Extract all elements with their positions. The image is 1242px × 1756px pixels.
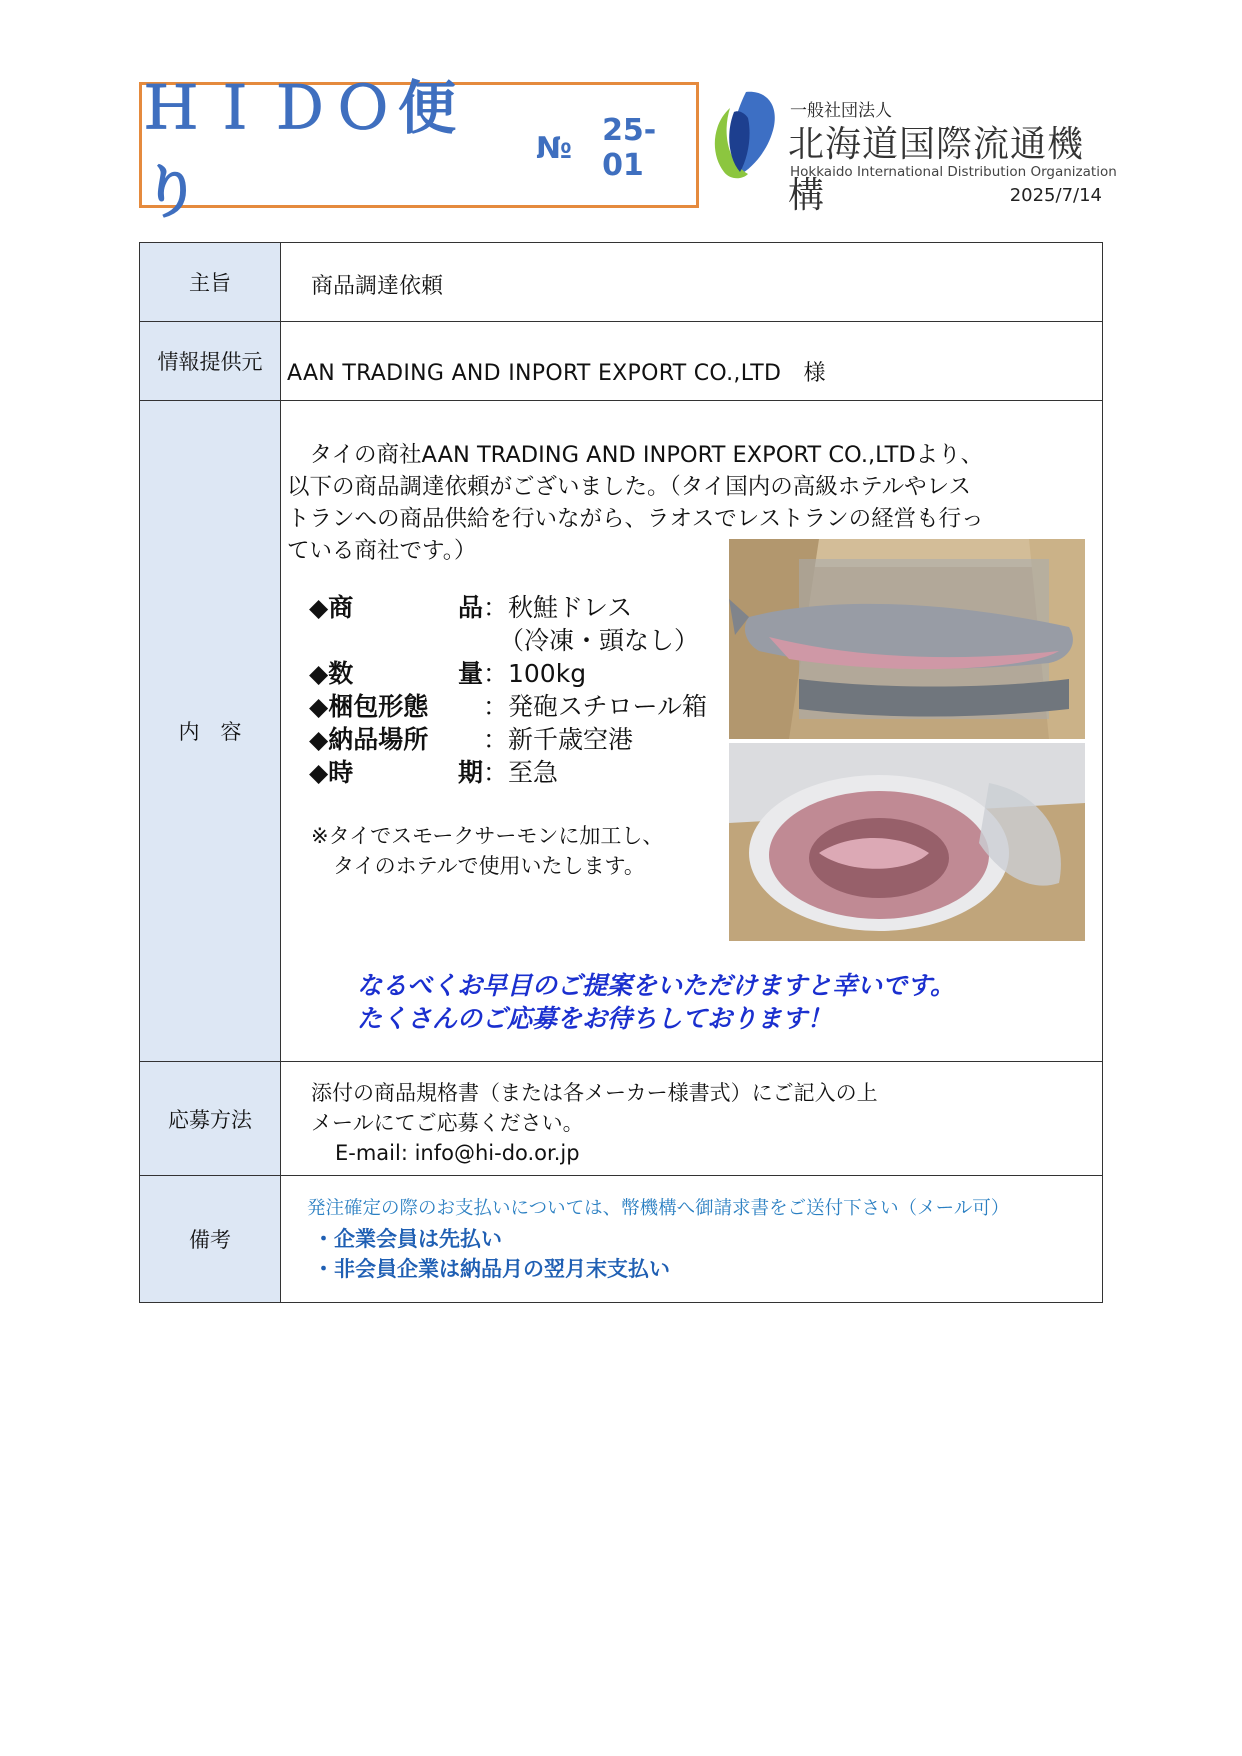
spec-row-timing (309, 756, 707, 789)
provider-label: 情報提供元 (140, 322, 281, 401)
apply-line: メールにてご応募ください。 (311, 1111, 584, 1135)
apply-label: 応募方法 (140, 1062, 281, 1176)
spec-value: ：秋鮭ドレス (483, 593, 633, 622)
provider-value: AAN TRADING AND INPORT EXPORT CO.,LTD 様 (287, 361, 826, 386)
usage-note (311, 821, 663, 881)
spec-key: ◆梱包形態 (309, 692, 429, 721)
info-table (139, 242, 1103, 1303)
organization-emblem-icon (708, 88, 788, 184)
subject-value: 商品調達依頼 (311, 274, 444, 299)
subject-row (140, 243, 1103, 322)
spec-row-product (309, 591, 707, 624)
org-type: 一般社団法人 (790, 101, 892, 121)
closing-line: なるべくお早目のご提案をいただけますと幸いです。 (357, 971, 956, 1000)
spec-key: ◆納品場所 (309, 725, 429, 754)
provider-row (140, 322, 1103, 401)
org-name-en: Hokkaido International Distribution Organization (790, 164, 1117, 180)
note-line: タイのホテルで使用いたします。 (333, 854, 645, 878)
content-label: 内 容 (140, 401, 281, 1062)
closing-message (357, 969, 955, 1035)
apply-row (140, 1062, 1103, 1176)
closing-line: たくさんのご応募をお待ちしております！ (357, 1004, 833, 1033)
intro-line: トランへの商品供給を行いながら、ラオスでレストランの経営も行っ (287, 506, 984, 532)
intro-line: タイの商社AAN TRADING AND INPORT EXPORT CO.,LTDより、 (287, 442, 984, 468)
remarks-label: 備考 (140, 1176, 281, 1303)
content-cell (281, 401, 1103, 1062)
spec-key: 期 (457, 758, 483, 787)
intro-line: 以下の商品調達依頼がございました。（タイ国内の高級ホテルやレス (287, 474, 972, 500)
salmon-cut-photo (729, 743, 1085, 941)
content-row (140, 401, 1103, 1062)
newsletter-title: ＨＩＤＯ便り (142, 74, 463, 226)
spec-row-delivery (309, 723, 707, 756)
spec-value: ：100kg (483, 659, 587, 688)
spec-key: 量 (457, 659, 483, 688)
newsletter-title-box (139, 74, 699, 226)
nonmember-payment: ・非会員企業は納品月の翌月末支払い (313, 1257, 670, 1281)
intro-line: ている商社です。） (287, 538, 477, 564)
spec-value: ：発砲スチロール箱 (483, 692, 708, 721)
product-specs (309, 591, 707, 789)
member-payment: ・企業会員は先払い (313, 1227, 502, 1251)
spec-value: ：新千歳空港 (483, 725, 634, 754)
contact-email: E-mail: info@hi-do.or.jp (335, 1141, 580, 1165)
remarks-row (140, 1176, 1103, 1303)
issue-number: 25-01 (602, 113, 657, 183)
issue-date: 2025/7/14 (1009, 185, 1102, 206)
provider-cell (281, 322, 1103, 401)
payment-note: 発注確定の際のお支払いについては、幣機構へ御請求書をご送付下さい（メール可） (307, 1198, 1010, 1219)
apply-cell (281, 1062, 1103, 1176)
spec-key: ◆時 (309, 758, 354, 787)
subject-cell (281, 243, 1103, 322)
org-name: 北海道国際流通機構 (788, 124, 1085, 216)
spec-key: ◆数 (309, 659, 354, 688)
spec-sub: （冷凍・頭なし） (499, 626, 700, 655)
issue-number-label: № (535, 130, 573, 166)
spec-key: 品 (457, 593, 483, 622)
apply-line: 添付の商品規格書（または各メーカー様書式）にご記入の上 (311, 1081, 878, 1105)
spec-value: ：至急 (483, 758, 559, 787)
salmon-box-photo (729, 539, 1085, 739)
subject-label: 主旨 (140, 243, 281, 322)
spec-key: ◆商 (309, 593, 354, 622)
remarks-cell (281, 1176, 1103, 1303)
spec-row-quantity (309, 657, 707, 690)
note-line: ※タイでスモークサーモンに加工し、 (311, 824, 664, 848)
spec-row-packaging (309, 690, 707, 723)
